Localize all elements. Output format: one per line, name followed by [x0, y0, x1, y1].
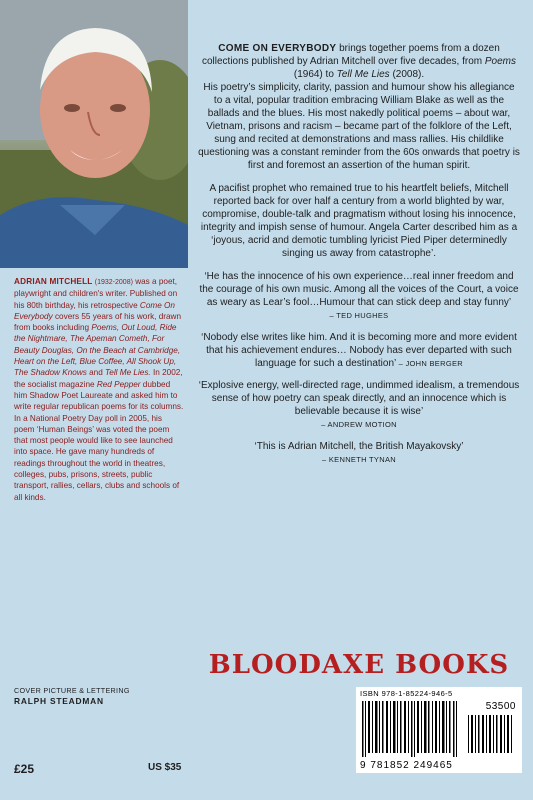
bio-title-3: Tell Me Lies. [105, 368, 151, 378]
credit-name: RALPH STEADMAN [14, 696, 104, 706]
quote-text: ‘This is Adrian Mitchell, the British Mayakovsky’ [254, 441, 464, 452]
author-dates: (1932-2008) [94, 279, 133, 286]
quote-attribution: – ANDREW MOTION [321, 420, 397, 429]
quote-text: ‘Explosive energy, well-directed rage, undimmed idealism, a tremendous sense of how poetry can speak directly, and an innocence which is believable because it is wise’ [198, 380, 520, 417]
publisher-logo: BLOODAXE BOOKS [208, 650, 510, 680]
blurb-paragraph-2: His poetry’s simplicity, clarity, passion and humour show his allegiance to a vital, popular tradition embracing William Blake as well as the ballads and the blues. His most nakedly political poems – about war, Vietnam, prisons and racism – became part of the folklore of the Left, sung and recited at demonstrations and mass rallies. His childlike questioning was a constant reminder from the 60s onwards that poetry is first and foremost an assertion of the human spirit. [198, 82, 520, 171]
bio-text-2: covers 55 years of his work, drawn from books including [14, 311, 182, 333]
blurb-column [198, 42, 520, 475]
quote-attribution: – JOHN BERGER [398, 359, 463, 368]
quote-hughes [198, 270, 520, 322]
blurb-paragraph-3: A pacifist prophet who remained true to his heartfelt beliefs, Mitchell reported back for over half a century from a world blighted by war, compromise, double-talk and pragmatism without losing his innocence, integrity and impish sense of humour. Angela Carter described him as a ‘joyous, acrid and demotic tumbling lyricist Pied Piper determinedly singing us away from catastrophe’. [200, 183, 518, 259]
barcode-price-code: 53500 [485, 701, 516, 712]
price-us: US $35 [148, 762, 182, 773]
quote-motion [198, 379, 520, 431]
quote-text: ‘Nobody else writes like him. And it is becoming more and more evident that his achievement endures… Nobody has ever departed with such language for such a destination’ [201, 332, 517, 369]
bio-text-3: and [86, 368, 106, 378]
barcode [356, 687, 522, 773]
quote-berger [198, 331, 520, 370]
cover-credit [14, 686, 184, 706]
author-name: ADRIAN MITCHELL [14, 277, 93, 286]
blurb-paragraph-1 [198, 42, 520, 172]
book-title: COME ON EVERYBODY [218, 43, 337, 54]
price-uk: £25 [14, 762, 35, 776]
quote-tynan [198, 440, 520, 466]
bio-text-4: In 2002, the socialist magazine [14, 368, 183, 389]
bio-titles-2: Poems, Out Loud, Ride the Nightmare, The Apeman Cometh, For Beauty Douglas, On the Beach at Cambridge, Heart on the Left, Blue Coffee, All Shook Up, The Shadow Knows [14, 323, 181, 378]
blurb-p1-d: Tell Me Lies [336, 69, 390, 80]
barcode-digits: 9 781852 249465 [360, 760, 453, 771]
quote-attribution: – TED HUGHES [329, 311, 389, 320]
author-photo [0, 0, 188, 268]
blurb-p1-e: (2008). [389, 69, 425, 80]
bio-text-1: was a poet, playwright and children's writer. Published on his 80th birthday, his retrospective [14, 277, 178, 310]
blurb-p1-c: (1964) to [293, 69, 337, 80]
quote-attribution: – KENNETH TYNAN [322, 455, 396, 464]
quote-text: ‘He has the innocence of his own experience…real inner freedom and the courage of his own music. Among all the voices of the Court, a voice as weary as Lear’s fool…Humour that can stick deep and stay funny’ [199, 271, 519, 308]
bio-title-4: Red Pepper [96, 379, 141, 389]
blurb-p1-a: brings together poems from a dozen collections published by Adrian Mitchell over five decades, from [201, 43, 500, 67]
isbn-text: ISBN 978-1-85224-946-5 [360, 689, 453, 698]
blurb-p1-b: Poems [484, 56, 517, 67]
author-bio [14, 276, 184, 503]
bio-title-1: Come On Everybody [14, 300, 175, 321]
bio-text-5: dubbed him Shadow Poet Laureate and asked him to write regular republican poems for its columns. In a National Poetry Day poll in 2005, his poem ‘Human Beings’ was voted the poem that most people would like to see launched into space. He gave many hundreds of readings throughout the world in theatres, colleges, pubs, prisons, streets, public transport, rallies, cellars, clubs and schools of all kinds. [14, 379, 184, 502]
credit-label: COVER PICTURE & LETTERING [14, 686, 130, 695]
